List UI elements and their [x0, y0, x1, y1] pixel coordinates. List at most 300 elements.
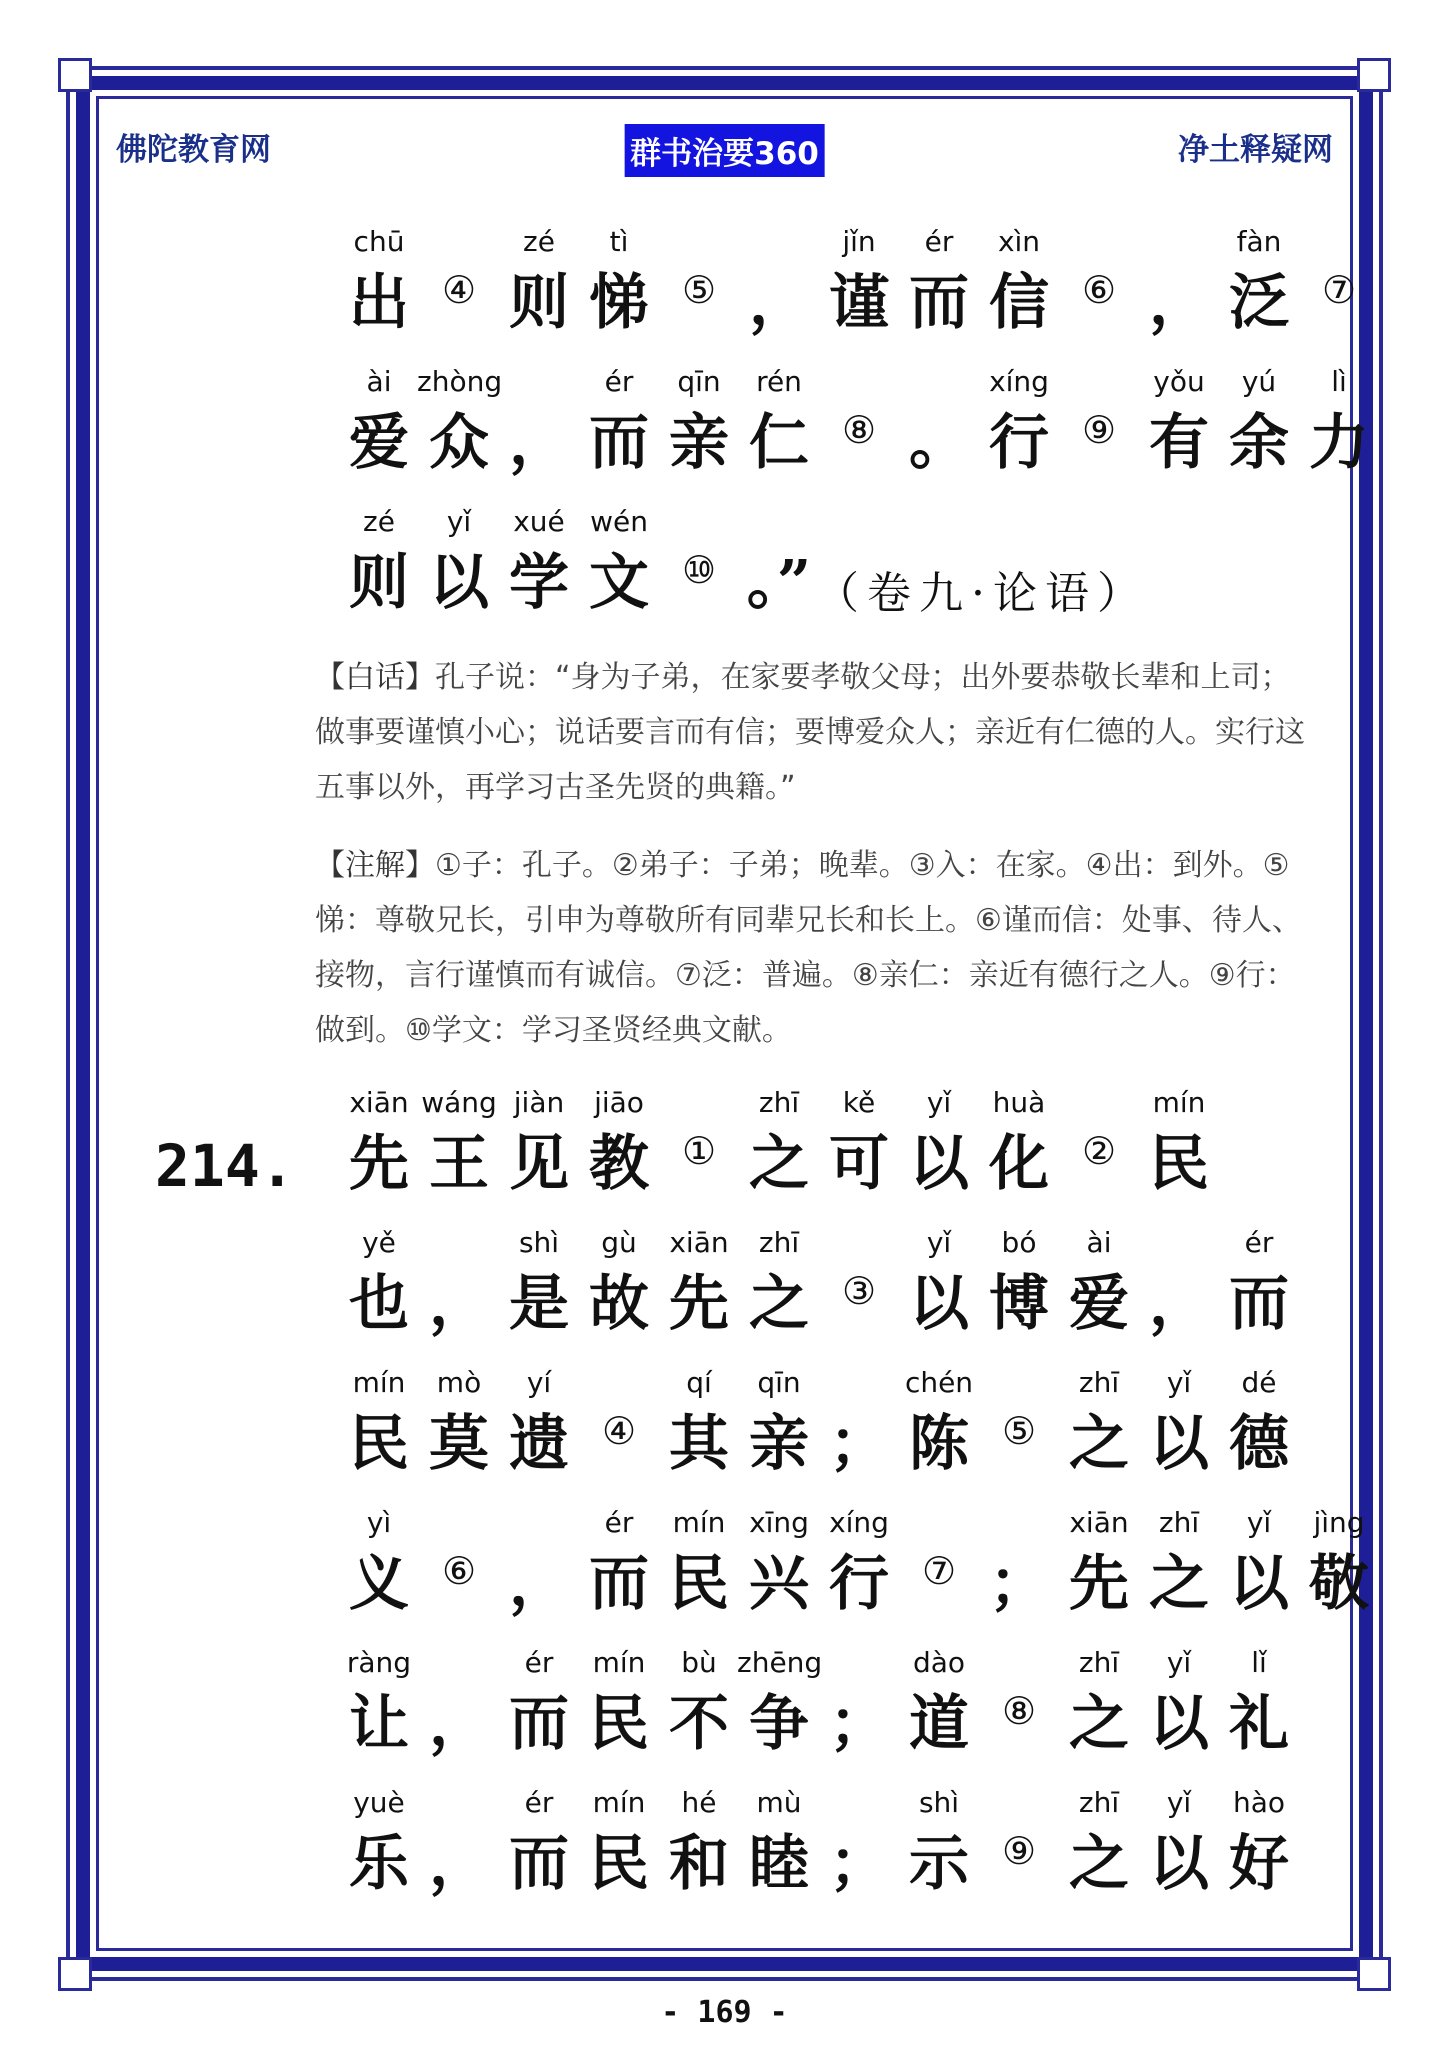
pinyin: jǐn: [842, 225, 876, 258]
pinyin: zhī: [1158, 1506, 1200, 1539]
hanzi: 而: [509, 1689, 569, 1759]
verse-1-citation: （卷九·论语）: [815, 568, 1149, 619]
hanzi: 故: [589, 1269, 649, 1339]
verse-cell: [897, 1783, 981, 1905]
note-marker: ①: [681, 1129, 717, 1173]
pinyin: [497, 1503, 581, 1543]
pinyin: [657, 222, 741, 262]
pinyin: [1057, 222, 1141, 262]
pinyin: qīn: [677, 365, 721, 398]
hanzi: 力: [1309, 408, 1369, 478]
verse-cell: [417, 1783, 501, 1905]
verse-cell: [1217, 1363, 1301, 1485]
verse-cell: [417, 1363, 501, 1485]
hanzi: 见: [509, 1129, 569, 1199]
pinyin: [417, 1503, 501, 1543]
verse-cell: [497, 1083, 581, 1205]
note-marker: ③: [841, 1269, 877, 1313]
hanzi: 王: [429, 1129, 489, 1199]
pinyin: xíng: [829, 1506, 889, 1539]
hanzi: 其: [669, 1409, 729, 1479]
punctuation: ，: [429, 1269, 489, 1339]
verse-cell: [1057, 362, 1141, 484]
verse-cell: [1217, 362, 1301, 484]
verse-cell: [817, 1363, 901, 1485]
verse-cell: [577, 502, 661, 624]
hanzi: 让: [349, 1689, 409, 1759]
verse-cell: [337, 1643, 421, 1765]
pinyin: zhī: [1078, 1786, 1120, 1819]
pinyin: ràng: [346, 1646, 412, 1679]
pinyin: yǐ: [926, 1226, 952, 1259]
pinyin: ér: [524, 1646, 554, 1679]
note-marker: ⑦: [921, 1549, 957, 1593]
verse-cell: [1057, 1083, 1141, 1205]
verse-cell: [657, 1363, 741, 1485]
hanzi: 而: [1229, 1269, 1289, 1339]
pinyin: mò: [436, 1366, 482, 1399]
hanzi: 睦: [749, 1829, 809, 1899]
pinyin: [1137, 1223, 1221, 1263]
verse-cell: [577, 1503, 661, 1625]
verse-cell: [1137, 362, 1221, 484]
punctuation: ，: [1149, 1269, 1209, 1339]
pinyin: [897, 1503, 981, 1543]
punctuation: ，: [429, 1829, 489, 1899]
pinyin: yǐ: [1166, 1366, 1192, 1399]
pinyin: yuè: [353, 1786, 405, 1819]
verse-cell: [817, 1223, 901, 1345]
hanzi: 学: [509, 548, 569, 618]
verse-cell: [577, 362, 661, 484]
verse-cell: [737, 1083, 821, 1205]
verse-cell: [737, 502, 821, 624]
verse-cell: [417, 502, 501, 624]
hanzi: 之: [749, 1129, 809, 1199]
verse-1-line: [337, 222, 1357, 362]
hanzi: 民: [589, 1829, 649, 1899]
pinyin: jiāo: [594, 1086, 644, 1119]
verse-cell: [817, 222, 901, 344]
pinyin: [977, 1783, 1061, 1823]
note-marker: ④: [441, 268, 477, 312]
hanzi: 道: [909, 1689, 969, 1759]
hanzi: 之: [1149, 1549, 1209, 1619]
verse-cell: [737, 1643, 821, 1765]
hanzi: 有: [1149, 408, 1209, 478]
note-marker: ⑥: [1081, 268, 1117, 312]
pinyin: ài: [366, 365, 392, 398]
hanzi: 教: [589, 1129, 649, 1199]
zhujie-paragraph: [315, 838, 1315, 1058]
hanzi: 以: [909, 1269, 969, 1339]
verse-cell: [897, 362, 981, 484]
verse-cell: [1297, 362, 1381, 484]
verse-cell: [817, 362, 901, 484]
verse-cell: [417, 1223, 501, 1345]
pinyin: chū: [353, 225, 405, 258]
verse-cell: [337, 222, 421, 344]
hanzi: 敬: [1309, 1549, 1369, 1619]
hanzi: 亲: [669, 408, 729, 478]
pinyin: ér: [604, 365, 634, 398]
verse-cell: [577, 1223, 661, 1345]
header-left-site: 佛陀教育网: [116, 132, 271, 168]
pinyin: yǐ: [926, 1086, 952, 1119]
pinyin: lì: [1331, 365, 1347, 398]
pinyin: ér: [524, 1786, 554, 1819]
pinyin: [417, 1783, 501, 1823]
note-marker: ②: [1081, 1129, 1117, 1173]
hanzi: 兴: [749, 1549, 809, 1619]
verse-2-line: [337, 1643, 1297, 1783]
verse-cell: [337, 362, 421, 484]
pinyin: bù: [681, 1646, 717, 1679]
verse-cell: [417, 1643, 501, 1765]
hanzi: 出: [349, 268, 409, 338]
hanzi: 以: [1149, 1829, 1209, 1899]
verse-cell: [1137, 1223, 1221, 1345]
pinyin: [1297, 222, 1381, 262]
baihua-label: 【白话】: [315, 660, 435, 695]
verse-cell: [977, 1223, 1061, 1345]
pinyin: mín: [592, 1646, 646, 1679]
hanzi: 和: [669, 1829, 729, 1899]
hanzi: 而: [589, 1549, 649, 1619]
verse-cell: [1217, 1783, 1301, 1905]
note-marker: ⑦: [1321, 268, 1357, 312]
pinyin: [817, 362, 901, 402]
pinyin: fàn: [1236, 225, 1282, 258]
punctuation: ；: [829, 1829, 889, 1899]
pinyin: [977, 1643, 1061, 1683]
hanzi: 先: [669, 1269, 729, 1339]
verse-cell: [817, 1503, 901, 1625]
hanzi: 遗: [509, 1409, 569, 1479]
pinyin: dào: [912, 1646, 966, 1679]
hanzi: 文: [589, 548, 649, 618]
verse-cell: [657, 362, 741, 484]
verse-cell: [977, 1503, 1061, 1625]
punctuation: ，: [1149, 268, 1209, 338]
hanzi: 行: [989, 408, 1049, 478]
pinyin: xué: [513, 505, 565, 538]
verse-cell: [737, 362, 821, 484]
verse-cell: [657, 1783, 741, 1905]
pinyin: mín: [672, 1506, 726, 1539]
pinyin: wén: [590, 505, 648, 538]
verse-cell: [897, 1503, 981, 1625]
pinyin: xiān: [669, 1226, 729, 1259]
hanzi: 众: [429, 408, 489, 478]
hanzi: 信: [989, 268, 1049, 338]
pinyin: [737, 502, 821, 542]
pinyin: [497, 362, 581, 402]
pinyin: ài: [1086, 1226, 1112, 1259]
pinyin: zhēng: [737, 1646, 823, 1679]
punctuation: 。: [909, 408, 969, 478]
pinyin: mín: [592, 1786, 646, 1819]
verse-cell: [977, 1783, 1061, 1905]
hanzi: 亲: [749, 1409, 809, 1479]
note-marker: ⑤: [681, 268, 717, 312]
verse-cell: [657, 1503, 741, 1625]
pinyin: [657, 502, 741, 542]
pinyin: [737, 222, 821, 262]
hanzi: 则: [509, 268, 569, 338]
verse-cell: [1057, 1223, 1141, 1345]
pinyin: kě: [842, 1086, 876, 1119]
verse-2-line: [337, 1503, 1369, 1643]
hanzi: 可: [829, 1129, 889, 1199]
verse-cell: [1137, 1503, 1221, 1625]
hanzi: 之: [749, 1269, 809, 1339]
verse-cell: [897, 222, 981, 344]
verse-cell: [497, 1223, 581, 1345]
punctuation: ，: [509, 408, 569, 478]
verse-cell: [577, 1643, 661, 1765]
pinyin: dé: [1241, 1366, 1277, 1399]
hanzi: 而: [589, 408, 649, 478]
verse-2-line: [337, 1083, 1297, 1223]
pinyin: [417, 222, 501, 262]
punctuation: 。”: [746, 548, 812, 618]
note-marker: ⑤: [1001, 1409, 1037, 1453]
corner-ornament-bl: [58, 1957, 92, 1991]
verse-cell: [497, 1783, 581, 1905]
verse-cell: [417, 1503, 501, 1625]
verse-cell: [1297, 222, 1381, 344]
zhujie-label: 【注解】: [315, 848, 435, 883]
verse-2-line: [337, 1783, 1297, 1923]
pinyin: ér: [924, 225, 954, 258]
verse-cell: [897, 1083, 981, 1205]
hanzi: 德: [1229, 1409, 1289, 1479]
zhujie-text: ①子：孔子。②弟子：子弟；晚辈。③入：在家。④出：到外。⑤悌：尊敬兄长，引申为尊敬所有同辈兄长和长上。⑥谨而信：处事、待人、接物，言行谨慎而有诚信。⑦泛：普遍。⑧亲仁：亲近有德行之人。⑨行：做到。⑩学文：学习圣贤经典文献。: [315, 848, 1302, 1048]
hanzi: 以: [1229, 1549, 1289, 1619]
verse-cell: [737, 1363, 821, 1485]
verse-cell: [817, 1643, 901, 1765]
pinyin: huà: [992, 1086, 1046, 1119]
verse-cell: [1137, 1363, 1221, 1485]
verse-cell: [417, 222, 501, 344]
verse-cell: [577, 1783, 661, 1905]
hanzi: 之: [1069, 1689, 1129, 1759]
verse-cell: [1297, 1503, 1381, 1625]
verse-cell: [897, 1223, 981, 1345]
pinyin: jiàn: [513, 1086, 565, 1119]
pinyin: zhī: [758, 1086, 800, 1119]
hanzi: 仁: [749, 408, 809, 478]
pinyin: yǐ: [446, 505, 472, 538]
pinyin: hé: [681, 1786, 717, 1819]
verse-cell: [577, 1083, 661, 1205]
pinyin: ér: [604, 1506, 634, 1539]
note-marker: ⑥: [441, 1549, 477, 1593]
pinyin: [897, 362, 981, 402]
pinyin: [817, 1223, 901, 1263]
pinyin: [417, 1643, 501, 1683]
verse-cell: [977, 362, 1061, 484]
verse-cell: [337, 1503, 421, 1625]
pinyin: hào: [1232, 1786, 1286, 1819]
pinyin: yǒu: [1153, 365, 1205, 398]
pinyin: mín: [1152, 1086, 1206, 1119]
verse-cell: [1217, 222, 1301, 344]
verse-cell: [657, 222, 741, 344]
pinyin: xiān: [1069, 1506, 1129, 1539]
hanzi: 礼: [1229, 1689, 1289, 1759]
hanzi: 是: [509, 1269, 569, 1339]
hanzi: 泛: [1229, 268, 1289, 338]
verse-cell: [1217, 1643, 1301, 1765]
pinyin: wáng: [421, 1086, 497, 1119]
punctuation: ，: [429, 1689, 489, 1759]
verse-cell: [1217, 1503, 1301, 1625]
pinyin: zhòng: [417, 365, 503, 398]
hanzi: 以: [909, 1129, 969, 1199]
verse-cell: [1137, 1783, 1221, 1905]
pinyin: [817, 1363, 901, 1403]
hanzi: 化: [989, 1129, 1049, 1199]
header-title: 群书治要360: [624, 124, 825, 177]
hanzi: 以: [1149, 1689, 1209, 1759]
pinyin: zé: [363, 505, 395, 538]
hanzi: 以: [429, 548, 489, 618]
hanzi: 行: [829, 1549, 889, 1619]
verse-cell: [417, 362, 501, 484]
baihua-paragraph: [315, 650, 1315, 815]
verse-cell: [1057, 222, 1141, 344]
verse-2-number: 214.: [155, 1132, 295, 1200]
pinyin: xìn: [997, 225, 1041, 258]
pinyin: [1057, 362, 1141, 402]
note-marker: ⑨: [1081, 408, 1117, 452]
verse-2-line: [337, 1223, 1297, 1363]
verse-cell: [977, 1643, 1061, 1765]
hanzi: 爱: [1069, 1269, 1129, 1339]
pinyin: mù: [756, 1786, 802, 1819]
pinyin: rén: [756, 365, 802, 398]
verse-cell: [337, 1363, 421, 1485]
hanzi: 陈: [909, 1409, 969, 1479]
pinyin: qí: [686, 1366, 712, 1399]
hanzi: 民: [669, 1549, 729, 1619]
hanzi: 好: [1229, 1829, 1289, 1899]
pinyin: [977, 1363, 1061, 1403]
verse-cell: [497, 1363, 581, 1485]
pinyin: tì: [609, 225, 629, 258]
verse-cell: [817, 1783, 901, 1905]
page-number: - 169 -: [661, 1995, 788, 2030]
hanzi: 莫: [429, 1409, 489, 1479]
hanzi: 谨: [829, 268, 889, 338]
verse-cell: [337, 1223, 421, 1345]
verse-cell: [1217, 1223, 1301, 1345]
pinyin: zhī: [758, 1226, 800, 1259]
corner-ornament-tr: [1357, 58, 1391, 92]
verse-cell: [977, 222, 1061, 344]
corner-ornament-br: [1357, 1957, 1391, 1991]
verse-cell: [657, 502, 741, 624]
pinyin: yì: [366, 1506, 392, 1539]
pinyin: [1137, 222, 1221, 262]
pinyin: xīng: [749, 1506, 809, 1539]
note-marker: ⑨: [1001, 1829, 1037, 1873]
pinyin: zhī: [1078, 1366, 1120, 1399]
verse-cell: [817, 1083, 901, 1205]
hanzi: 余: [1229, 408, 1289, 478]
punctuation: ；: [829, 1409, 889, 1479]
note-marker: ⑧: [1001, 1689, 1037, 1733]
hanzi: 以: [1149, 1409, 1209, 1479]
pinyin: [977, 1503, 1061, 1543]
hanzi: 先: [349, 1129, 409, 1199]
hanzi: 之: [1069, 1829, 1129, 1899]
verse-cell: [657, 1643, 741, 1765]
note-marker: ④: [601, 1409, 637, 1453]
pinyin: mín: [352, 1366, 406, 1399]
pinyin: [417, 1223, 501, 1263]
verse-cell: [337, 1083, 421, 1205]
baihua-text: 孔子说：“身为子弟，在家要孝敬父母；出外要恭敬长辈和上司；做事要谨慎小心；说话要言而有信；要博爱众人；亲近有仁德的人。实行这五事以外，再学习古圣先贤的典籍。”: [315, 660, 1305, 805]
verse-cell: [737, 222, 821, 344]
pinyin: gù: [601, 1226, 637, 1259]
pinyin: zé: [523, 225, 555, 258]
hanzi: 不: [669, 1689, 729, 1759]
note-marker: ⑩: [681, 548, 717, 592]
verse-cell: [337, 1783, 421, 1905]
verse-cell: [1057, 1783, 1141, 1905]
verse-1-line: [337, 362, 1369, 502]
verse-cell: [977, 1363, 1061, 1485]
verse-cell: [497, 502, 581, 624]
header-right-site: 净土释疑网: [1178, 132, 1333, 168]
verse-2-line: [337, 1363, 1297, 1503]
hanzi: 则: [349, 548, 409, 618]
verse-cell: [417, 1083, 501, 1205]
verse-cell: [497, 222, 581, 344]
pinyin: yú: [1241, 365, 1277, 398]
hanzi: 博: [989, 1269, 1049, 1339]
pinyin: yǐ: [1246, 1506, 1272, 1539]
punctuation: ；: [989, 1549, 1049, 1619]
pinyin: ér: [1244, 1226, 1274, 1259]
pinyin: yí: [526, 1366, 552, 1399]
verse-cell: [577, 1363, 661, 1485]
pinyin: yǐ: [1166, 1786, 1192, 1819]
hanzi: 而: [509, 1829, 569, 1899]
verse-cell: [337, 502, 421, 624]
hanzi: 而: [909, 268, 969, 338]
verse-cell: [1057, 1363, 1141, 1485]
verse-cell: [1137, 1083, 1221, 1205]
verse-cell: [657, 1223, 741, 1345]
pinyin: shì: [918, 1786, 960, 1819]
punctuation: ；: [829, 1689, 889, 1759]
pinyin: xíng: [989, 365, 1049, 398]
verse-cell: [1057, 1643, 1141, 1765]
hanzi: 乐: [349, 1829, 409, 1899]
pinyin: yě: [362, 1226, 396, 1259]
pinyin: shì: [518, 1226, 560, 1259]
verse-cell: [1137, 1643, 1221, 1765]
pinyin: qīn: [757, 1366, 801, 1399]
hanzi: 之: [1069, 1409, 1129, 1479]
pinyin: [1057, 1083, 1141, 1123]
pinyin: chén: [904, 1366, 974, 1399]
pinyin: [657, 1083, 741, 1123]
